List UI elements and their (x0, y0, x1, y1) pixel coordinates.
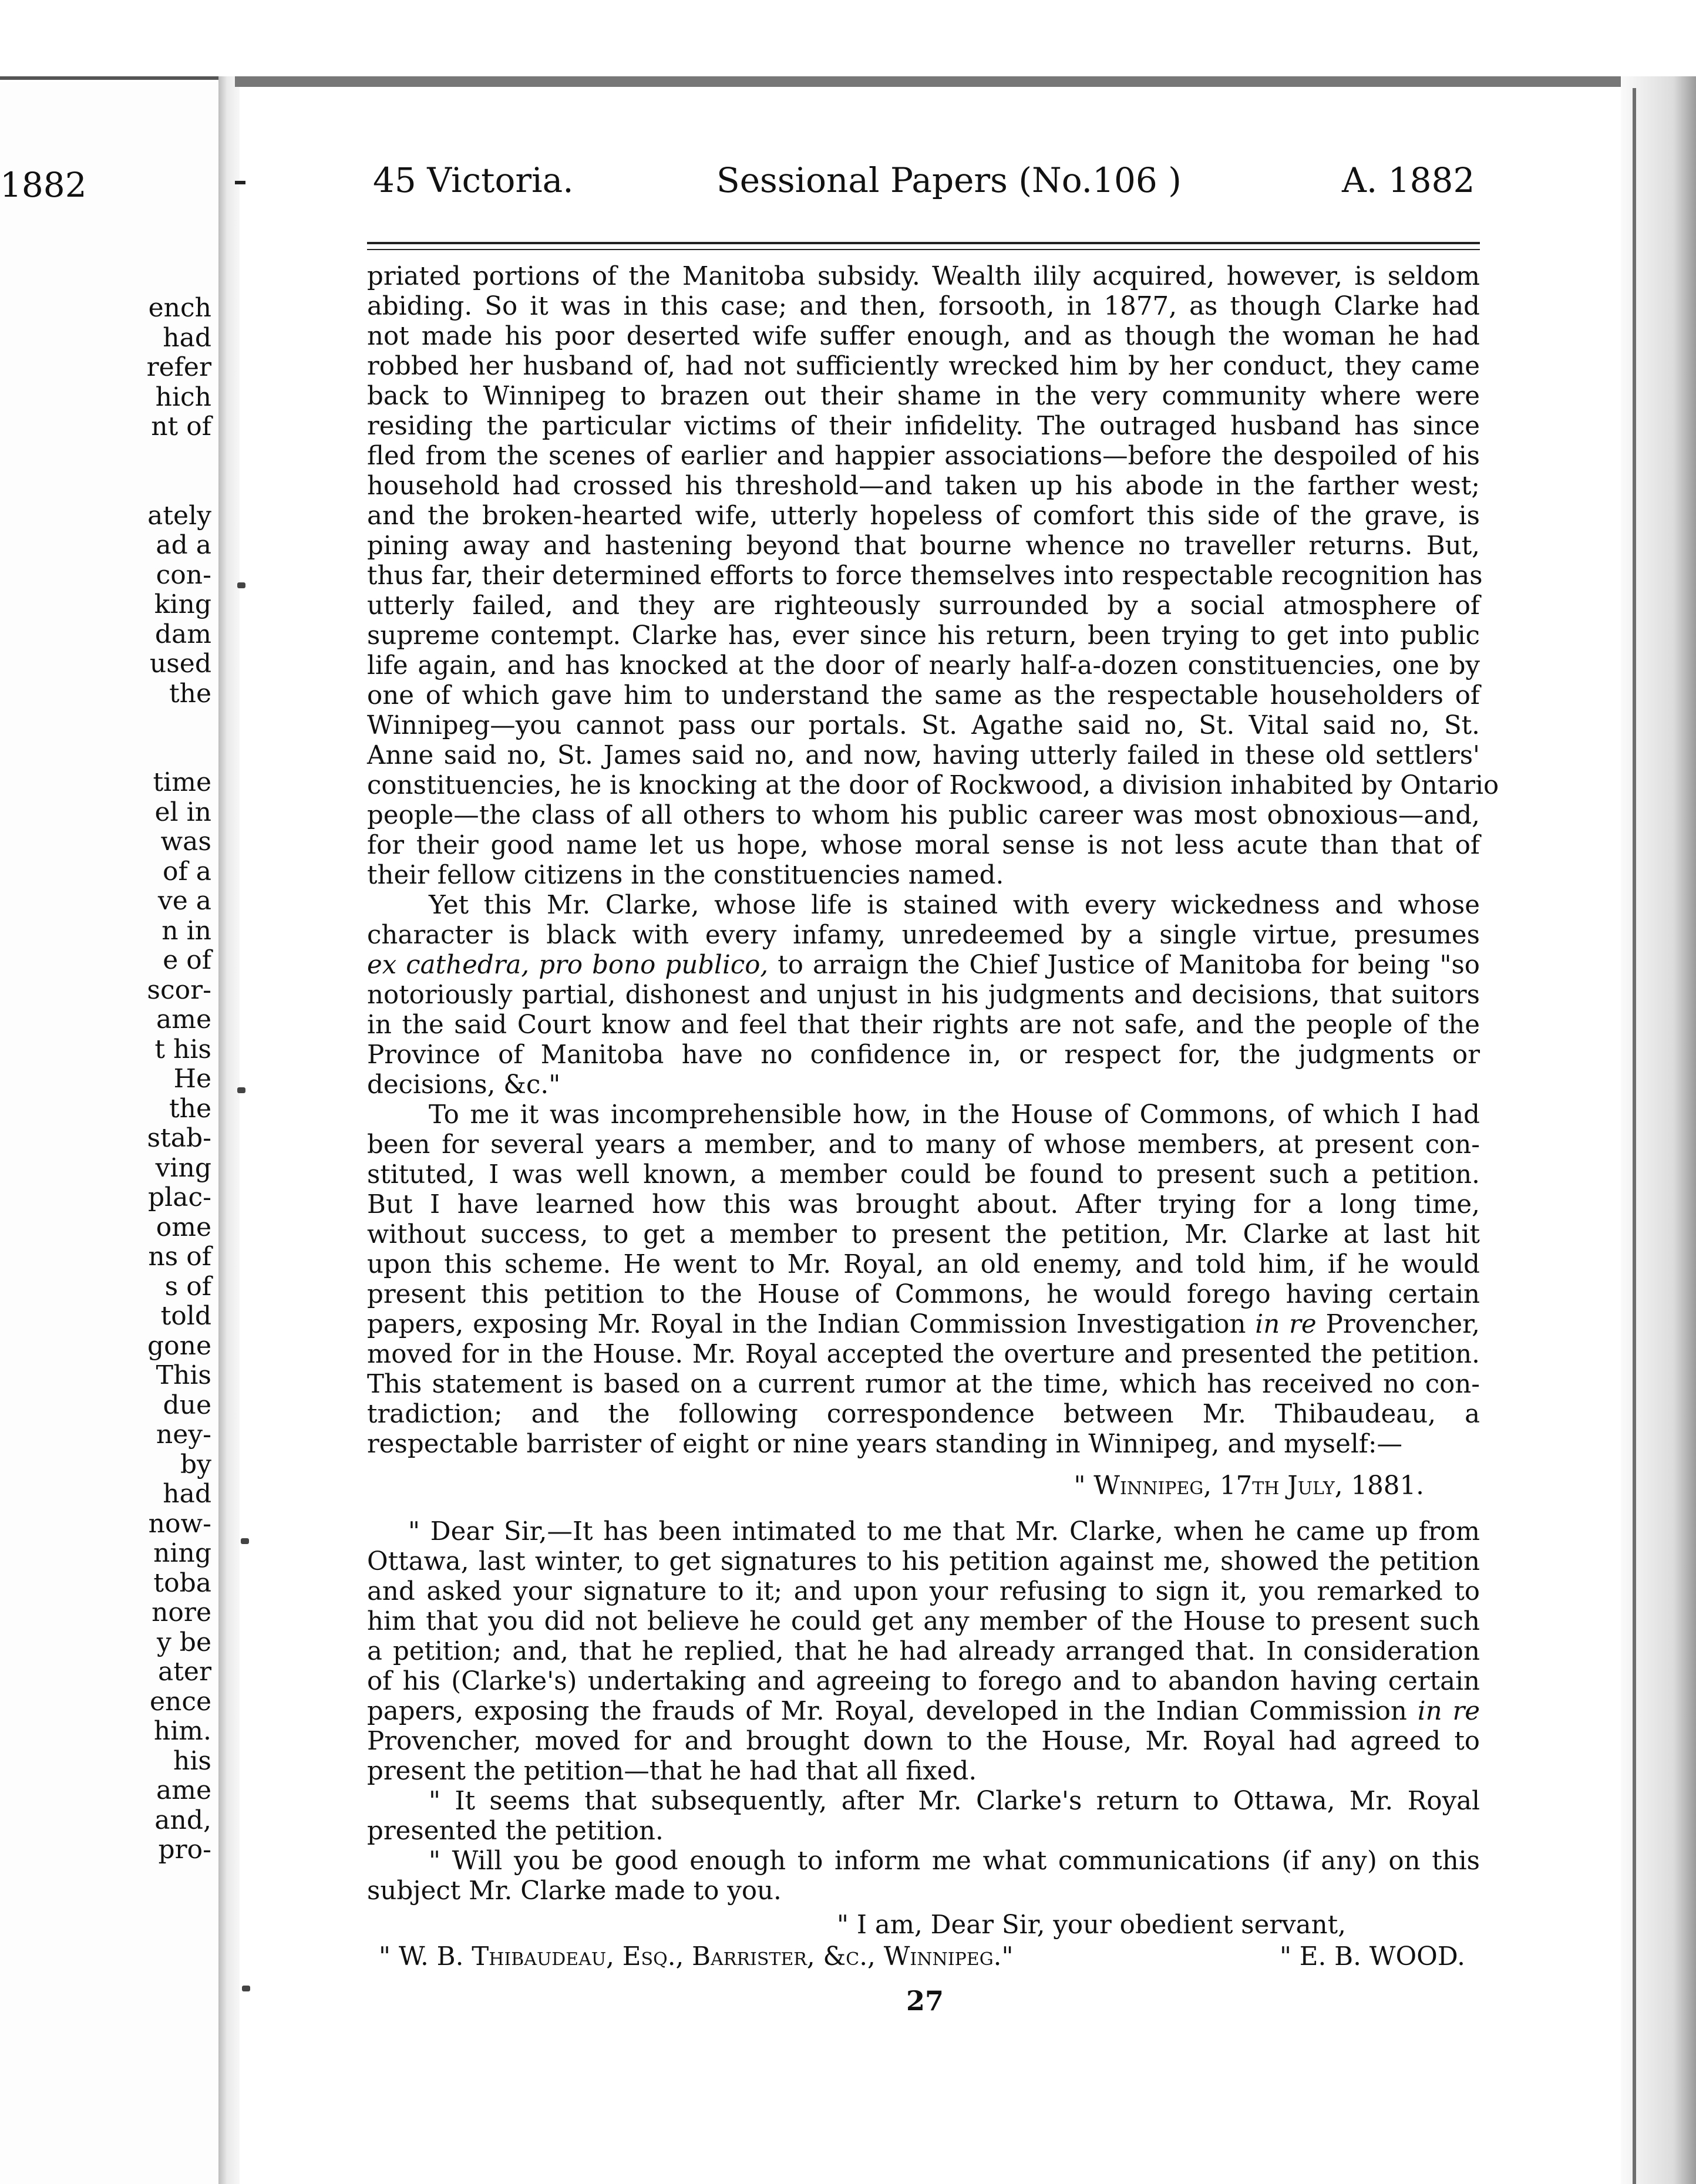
scan-mark (242, 1986, 250, 1991)
left-page-line: el in (154, 797, 211, 827)
left-page-line: ame (156, 1775, 211, 1805)
right-edge-line (1633, 88, 1636, 2184)
left-page-line: the (169, 1093, 211, 1124)
left-page-line: hich (155, 382, 211, 412)
left-page-line: pro- (158, 1835, 211, 1865)
scan-mark (241, 1538, 249, 1544)
text-line: supreme contempt. Clarke has, ever since his return, been trying to get into public (367, 621, 1480, 651)
text-line: a petition; and, that he replied, that he had already arranged that. In consideration (367, 1637, 1480, 1666)
left-page-line: scor- (147, 975, 211, 1005)
text-line: papers, exposing the frauds of Mr. Royal, developed in the Indian Commission in re (367, 1697, 1480, 1726)
page-number: 27 (906, 1985, 944, 2017)
text-line: of his (Clarke's) undertaking and agreeing to forego and to abandon having certain (367, 1667, 1480, 1696)
letter-addressee: " W. B. Thibaudeau, Esq., Barrister, &c., Winnipeg." (379, 1942, 1014, 1971)
text-line: character is black with every infamy, unredeemed by a single virtue, presumes (367, 921, 1480, 950)
text-line: him that you did not believe he could get any member of the House to present such (367, 1607, 1480, 1636)
text-line: respectable barrister of eight or nine years standing in Winnipeg, and myself:— (367, 1430, 1403, 1459)
text-line: not made his poor deserted wife suffer enough, and as though the woman he had (367, 322, 1480, 351)
left-page-line: ater (158, 1657, 211, 1687)
text-line: thus far, their determined efforts to force themselves into respectable recognition has (367, 561, 1483, 591)
latin-phrase: in re (1255, 1310, 1317, 1339)
text-line: fled from the scenes of earlier and happier associations—before the despoiled of his (367, 441, 1480, 471)
text-line: But I have learned how this was brought about. After trying for a long time, (367, 1190, 1480, 1219)
text-line: for their good name let us hope, whose moral sense is not less acute than that of (367, 831, 1480, 860)
left-page-line: king (154, 589, 211, 619)
text-line: household had crossed his threshold—and taken up his abode in the farther west; (367, 471, 1480, 501)
left-page-line: ad a (156, 530, 211, 560)
text-line: moved for in the House. Mr. Royal accepted the overture and presented the petition. (367, 1340, 1480, 1369)
left-page-line: ench (148, 293, 211, 323)
text-line: one of which gave him to understand the same as the respectable householders of (367, 681, 1480, 710)
left-page-line: ame (156, 1005, 211, 1034)
text-line: utterly failed, and they are righteously surrounded by a social atmosphere of (367, 591, 1480, 621)
text-line: in the said Court know and feel that their rights are not safe, and the people of the (367, 1010, 1480, 1040)
left-page-line: plac- (148, 1182, 211, 1212)
text-line: ex cathedra, pro bono publico, to arraign the Chief Justice of Manitoba for being "so (367, 951, 1480, 980)
text-line: presented the petition. (367, 1816, 664, 1846)
text-line: and asked your signature to it; and upon your refusing to sign it, you remarked to (367, 1577, 1480, 1606)
text-line: and the broken-hearted wife, utterly hopeless of comfort this side of the grave, is (367, 501, 1480, 531)
left-page-line: e of (163, 945, 211, 975)
paragraph-start: " Will you be good enough to inform me what communications (if any) on this (429, 1846, 1480, 1876)
left-page-line: toba (153, 1568, 211, 1598)
paragraph-start: To me it was incomprehensible how, in the House of Commons, of which I had (429, 1100, 1480, 1130)
page-top-edge (235, 76, 1633, 87)
left-page-line: nore (152, 1597, 211, 1627)
text-line: Winnipeg—you cannot pass our portals. St. Agathe said no, St. Vital said no, St. (367, 711, 1480, 740)
left-page-line: He (173, 1064, 211, 1094)
letter-signature: " E. B. WOOD. (1279, 1942, 1465, 1971)
left-page-line: nt of (151, 412, 211, 441)
scan-mark (237, 582, 245, 588)
text-line: tradiction; and the following correspondence between Mr. Thibaudeau, a (367, 1400, 1480, 1429)
latin-phrase: in re (1417, 1697, 1480, 1726)
letter-dateline: " Winnipeg, 17th July, 1881. (1074, 1471, 1424, 1501)
left-page-line: ving (155, 1152, 211, 1183)
left-page-top-edge (0, 76, 218, 80)
header-rule (367, 242, 1480, 244)
header-volume: 45 Victoria. (373, 160, 574, 200)
text-line: people—the class of all others to whom his public career was most obnoxious—and, (367, 801, 1480, 830)
left-page-line: had (163, 322, 211, 353)
left-page-line: ve a (157, 886, 211, 916)
header-sessional-papers: Sessional Papers (No.106 ) (716, 160, 1182, 200)
left-page-line: by (180, 1449, 211, 1479)
left-page-line: ney- (156, 1420, 211, 1450)
left-page-line: ence (149, 1686, 211, 1717)
text-line: Provencher, moved for and brought down to the House, Mr. Royal had agreed to (367, 1727, 1480, 1756)
text-line: decisions, &c." (367, 1070, 561, 1100)
left-page-line: ning (153, 1538, 211, 1568)
header-year: A. 1882 (1342, 160, 1475, 200)
text-line: notoriously partial, dishonest and unjust in his judgments and decisions, that suitors (367, 980, 1480, 1010)
left-page-line: time (153, 767, 211, 797)
text-line: present the petition—that he had that all fixed. (367, 1757, 977, 1786)
text-line: back to Winnipeg to brazen out their shame in the very community where were (367, 382, 1480, 411)
text-line: upon this scheme. He went to Mr. Royal, an old enemy, and told him, if he would (367, 1250, 1480, 1279)
left-page-line: used (149, 649, 211, 679)
left-page-line: refer (146, 352, 211, 382)
left-page-line: stab- (147, 1123, 211, 1153)
left-page-line: t his (154, 1034, 211, 1064)
paragraph-start: " It seems that subsequently, after Mr. Clarke's return to Ottawa, Mr. Royal (429, 1787, 1480, 1816)
letter-salutation: " Dear Sir,—It has been intimated to me that Mr. Clarke, when he came up from (408, 1517, 1480, 1546)
paragraph-start: Yet this Mr. Clarke, whose life is stained with every wickedness and whose (429, 891, 1480, 920)
left-page-line: and, (154, 1805, 211, 1835)
left-page-line: gone (147, 1330, 211, 1361)
text-line: This statement is based on a current rumor at the time, which has received no con- (367, 1370, 1480, 1399)
text-line: constituencies, he is knocking at the door of Rockwood, a division inhabited by Ontario (367, 771, 1499, 800)
left-page-line: was (160, 827, 211, 857)
text-line: Province of Manitoba have no confidence in, or respect for, the judgments or (367, 1040, 1480, 1070)
text-line: pining away and hastening beyond that bourne whence no traveller returns. But, (367, 531, 1480, 561)
text-line: Ottawa, last winter, to get signatures to his petition against me, showed the petition (367, 1547, 1480, 1576)
left-page-line: ns of (148, 1242, 211, 1272)
header-rule (367, 249, 1480, 250)
left-page-line: dam (154, 619, 211, 649)
left-page-line: s of (164, 1271, 211, 1302)
text-line: stituted, I was well known, a member could be found to present such a petition. (367, 1160, 1480, 1189)
left-page-line: This (156, 1360, 211, 1390)
left-page-year: 1882 (0, 165, 87, 205)
scan-mark (237, 1087, 245, 1093)
left-page-line: n in (161, 915, 211, 946)
text-line: robbed her husband of, had not sufficiently wrecked him by her conduct, they came (367, 352, 1480, 381)
text-line: residing the particular victims of their infidelity. The outraged husband has since (367, 412, 1480, 441)
header-dash (235, 181, 245, 184)
left-page-line: due (163, 1390, 211, 1420)
left-page-line: had (163, 1479, 211, 1509)
left-page-line: of a (163, 856, 211, 887)
text-line: present this petition to the House of Commons, he would forego having certain (367, 1280, 1480, 1309)
text-line: priated portions of the Manitoba subsidy. Wealth ilily acquired, however, is seldom (367, 262, 1480, 291)
text-line: without success, to get a member to present the petition, Mr. Clarke at last hit (367, 1220, 1480, 1249)
left-page-line: ome (156, 1212, 211, 1242)
left-page-line: his (173, 1745, 211, 1776)
letter-closing: " I am, Dear Sir, your obedient servant, (837, 1910, 1346, 1940)
left-page-line: ately (147, 500, 211, 531)
book-gutter (218, 76, 240, 2184)
latin-phrase: ex cathedra, pro bono publico, (367, 951, 769, 980)
text-line: subject Mr. Clarke made to you. (367, 1876, 782, 1906)
left-page-line: y be (156, 1627, 211, 1657)
text-line: papers, exposing Mr. Royal in the Indian Commission Investigation in re Provencher, (367, 1310, 1480, 1339)
left-page-line: now- (148, 1508, 211, 1539)
left-page-line: con- (156, 560, 211, 590)
text-line: abiding. So it was in this case; and then, forsooth, in 1877, as though Clarke had (367, 292, 1480, 321)
text-line: life again, and has knocked at the door of nearly half-a-dozen constituencies, one by (367, 651, 1480, 680)
text-line: Anne said no, St. James said no, and now, having utterly failed in these old settlers' (367, 741, 1480, 770)
left-page-line: the (169, 678, 211, 709)
left-page-line: told (160, 1301, 211, 1331)
left-page-line: him. (153, 1716, 211, 1746)
text-line: been for several years a member, and to many of whose members, at present con- (367, 1130, 1480, 1160)
text-line: their fellow citizens in the constituencies named. (367, 861, 1004, 890)
